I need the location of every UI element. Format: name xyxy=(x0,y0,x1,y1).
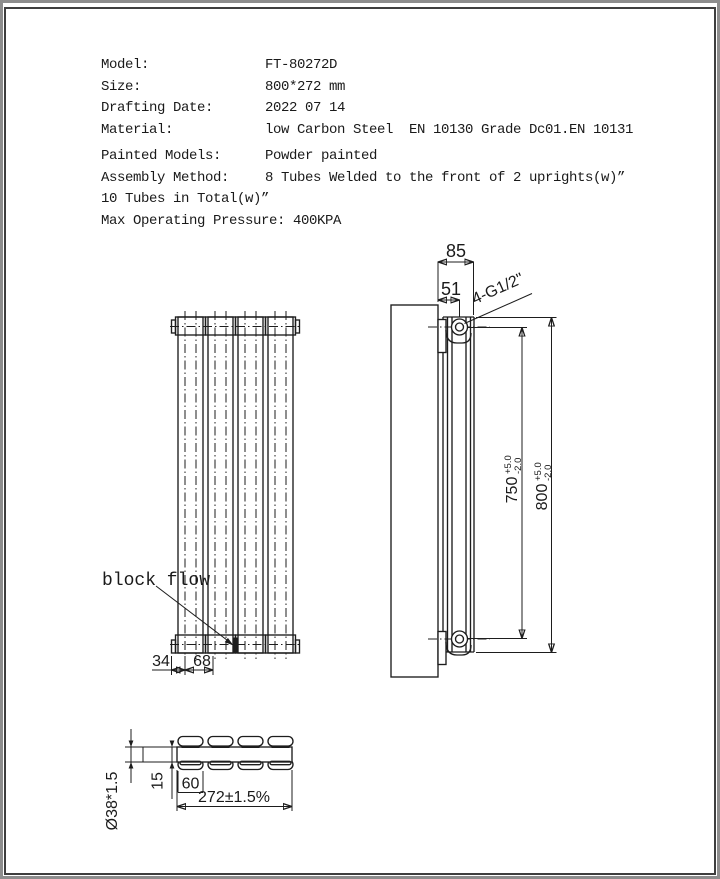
radiator-panel xyxy=(206,311,236,659)
spec-label: Drafting Date: xyxy=(101,100,214,116)
spec-value: Powder painted xyxy=(265,148,378,164)
dim-750-label: 750 xyxy=(504,476,521,504)
front-tube-row xyxy=(178,737,293,747)
spec-pressure-line: Max Operating Pressure: 400KPA xyxy=(101,212,342,229)
dim-800-label: 800 xyxy=(534,483,551,511)
dim-51 xyxy=(438,279,461,317)
spec-value: low Carbon Steel EN 10130 Grade Dc01.EN 10131 xyxy=(265,121,634,138)
dim-750-tol-plus: +5.0 xyxy=(503,455,514,474)
thread-callout xyxy=(465,270,533,323)
dim-15-label: 15 xyxy=(149,772,167,790)
spec-value: FT-80272D xyxy=(265,57,338,73)
dim-34-label: 34 xyxy=(152,653,170,670)
block-flow-leader xyxy=(156,586,234,646)
wall-brick-section xyxy=(391,305,438,677)
block-flow-label: block flow xyxy=(102,571,211,591)
spec-label: Painted Models: xyxy=(101,148,222,164)
radiator-panel xyxy=(236,311,266,659)
radiator-side-profile xyxy=(443,317,474,652)
dim-51-label: 51 xyxy=(440,279,462,299)
spec-label: Assembly Method: xyxy=(101,169,230,186)
spec-label: Size: xyxy=(101,78,142,95)
dim-750-tol-minus: -2.0 xyxy=(513,457,524,474)
blocked-flow-nipple xyxy=(233,638,238,653)
radiator-panel xyxy=(266,311,296,659)
spec-continuation-line: 10 Tubes in Total(w)” xyxy=(101,191,270,207)
pipe-connection-top xyxy=(452,319,468,335)
dim-15 xyxy=(150,741,175,800)
wall-bracket-top xyxy=(428,319,490,353)
side-view xyxy=(391,241,557,677)
dim-34-68 xyxy=(152,653,213,675)
dim-tube-diameter-label: Ø38*1.5 xyxy=(104,771,121,831)
mounting-tabs xyxy=(172,320,300,653)
dim-85-label: 85 xyxy=(445,241,467,261)
dim-800-tol-plus: +5.0 xyxy=(533,462,544,481)
pipe-connection-bottom xyxy=(452,631,468,647)
section-view xyxy=(104,729,293,830)
dim-60 xyxy=(178,771,203,793)
radiator-panel xyxy=(176,311,206,659)
thread-size-label: 4-G1/2" xyxy=(469,270,527,309)
dim-85 xyxy=(438,241,474,315)
wall-bracket-bottom xyxy=(428,631,490,665)
dim-68-label: 68 xyxy=(193,653,211,670)
upright-band xyxy=(177,747,292,762)
spec-label: Model: xyxy=(101,57,150,73)
spec-value: 800*272 mm xyxy=(265,78,346,95)
front-view xyxy=(102,311,302,675)
dim-750 xyxy=(468,328,527,639)
spec-value: 2022 07 14 xyxy=(265,100,346,116)
spec-value: 8 Tubes Welded to the front of 2 uprights(w)” xyxy=(265,169,626,186)
dim-272-label: 272±1.5% xyxy=(198,789,270,806)
dim-60-label: 60 xyxy=(181,775,200,793)
spec-label: Material: xyxy=(101,121,174,138)
dim-800-tol-minus: -2.0 xyxy=(543,464,554,481)
